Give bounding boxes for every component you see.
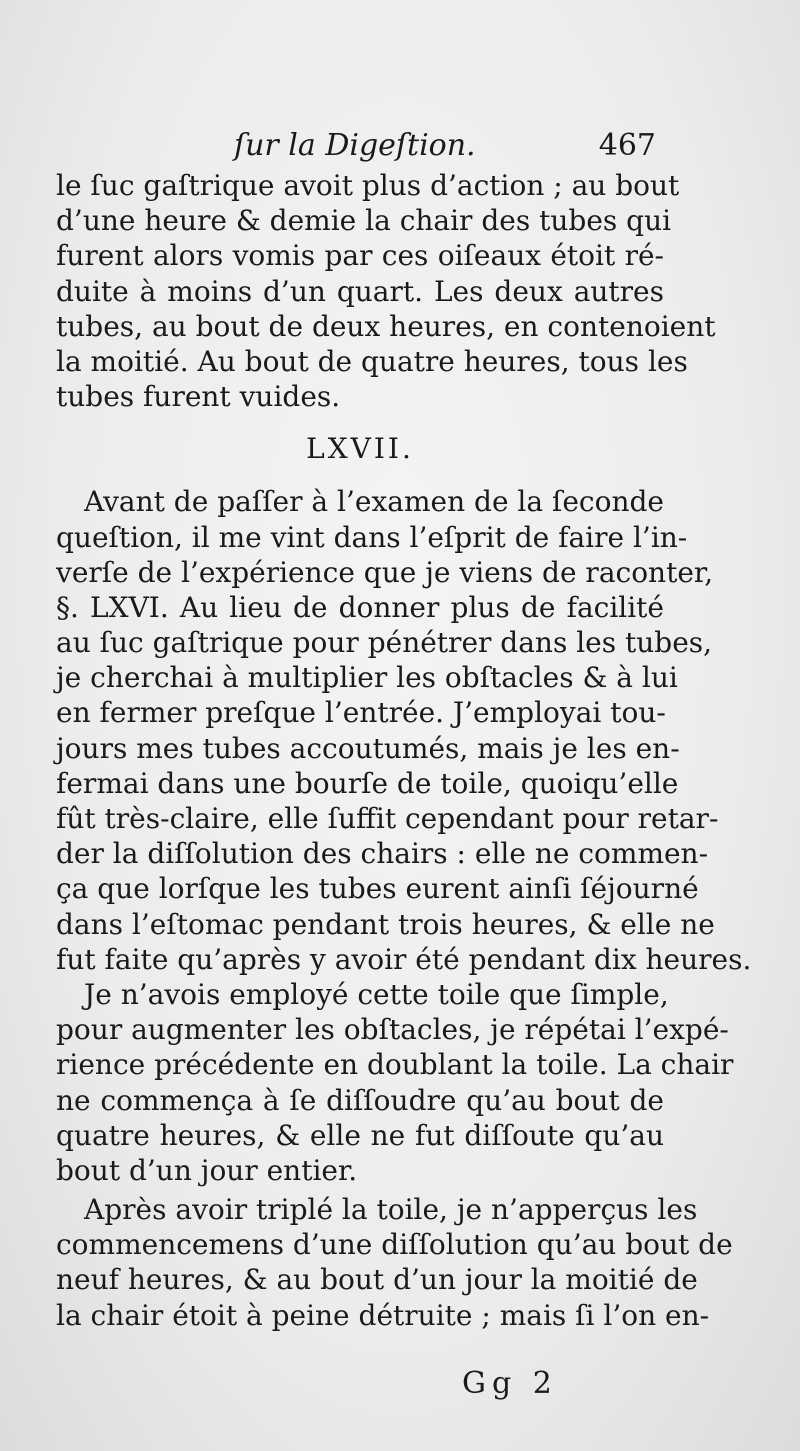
paragraph-4 — [56, 1192, 733, 1333]
text-line: la chair étoit à peine détruite ; mais ſi l’on en- — [56, 1298, 710, 1332]
paragraph-2 — [56, 484, 752, 977]
text-line: §. LXVI. Au lieu de donner plus de facilité — [56, 590, 664, 624]
paragraph-1 — [56, 168, 716, 414]
text-line: bout d’un jour entier. — [56, 1153, 358, 1187]
text-line: dans l’eſtomac pendant trois heures, & elle ne — [56, 907, 715, 941]
paragraph-3 — [56, 977, 734, 1188]
text-line: der la diſſolution des chairs : elle ne commen- — [56, 837, 709, 871]
text-line: ça que lorſque les tubes eurent ainſi ſéjourné — [56, 872, 699, 906]
text-line: en fermer preſque l’entrée. J’employai tou- — [56, 696, 666, 730]
page-header — [234, 128, 664, 172]
text-line: fut faite qu’après y avoir été pendant dix heures. — [56, 942, 752, 976]
text-line: au ſuc gaſtrique pour pénétrer dans les tubes, — [56, 626, 713, 660]
text-line: neuf heures, & au bout d’un jour la moitié de — [56, 1263, 698, 1297]
text-line: jours mes tubes accoutumés, mais je les en- — [56, 731, 680, 765]
text-line: furent alors vomis par ces oiſeaux étoit ré- — [56, 239, 664, 273]
text-line: Je n’avois employé cette toile que ſimple, — [84, 977, 669, 1011]
text-line: le ſuc gaſtrique avoit plus d’action ; au bout — [56, 169, 680, 202]
page-number: 467 — [598, 128, 656, 163]
section-heading: LXVII. — [306, 432, 414, 466]
text-line: d’une heure & demie la chair des tubes qui — [56, 204, 672, 238]
text-line: fût très-claire, elle ſuffit cependant pour retar- — [56, 802, 719, 835]
running-title: ſur la Digeſtion. — [234, 128, 476, 163]
body-text — [56, 168, 752, 1333]
text-line: je cherchai à multiplier les obſtacles & à lui — [56, 661, 678, 695]
text-line: fermai dans une bourſe de toile, quoiqu’elle — [56, 766, 679, 800]
text-line: commencemens d’une diſſolution qu’au bout de — [56, 1228, 733, 1262]
signature-mark: Gg 2 — [462, 1366, 558, 1401]
text-line: tubes, au bout de deux heures, en contenoient — [56, 309, 716, 343]
text-line: quatre heures, & elle ne fut diſſoute qu’au — [56, 1118, 664, 1152]
text-line: ne commença à ſe diſſoudre qu’au bout de — [56, 1083, 664, 1117]
text-line: Après avoir triplé la toile, je n’apperçus les — [84, 1193, 698, 1227]
text-line: queſtion, il me vint dans l’eſprit de faire l’in- — [56, 520, 688, 554]
text-line: verſe de l’expérience que je viens de raconter, — [56, 555, 714, 589]
text-line: Avant de paſſer à l’examen de la ſeconde — [84, 485, 664, 519]
text-line: duite à moins d’un quart. Les deux autres — [56, 274, 664, 308]
text-line: tubes furent vuides. — [56, 380, 341, 414]
text-line: rience précédente en doublant la toile. La chair — [56, 1048, 734, 1082]
text-line: pour augmenter les obſtacles, je répétai l’expé- — [56, 1013, 729, 1047]
text-line: la moitié. Au bout de quatre heures, tous les — [56, 344, 688, 378]
